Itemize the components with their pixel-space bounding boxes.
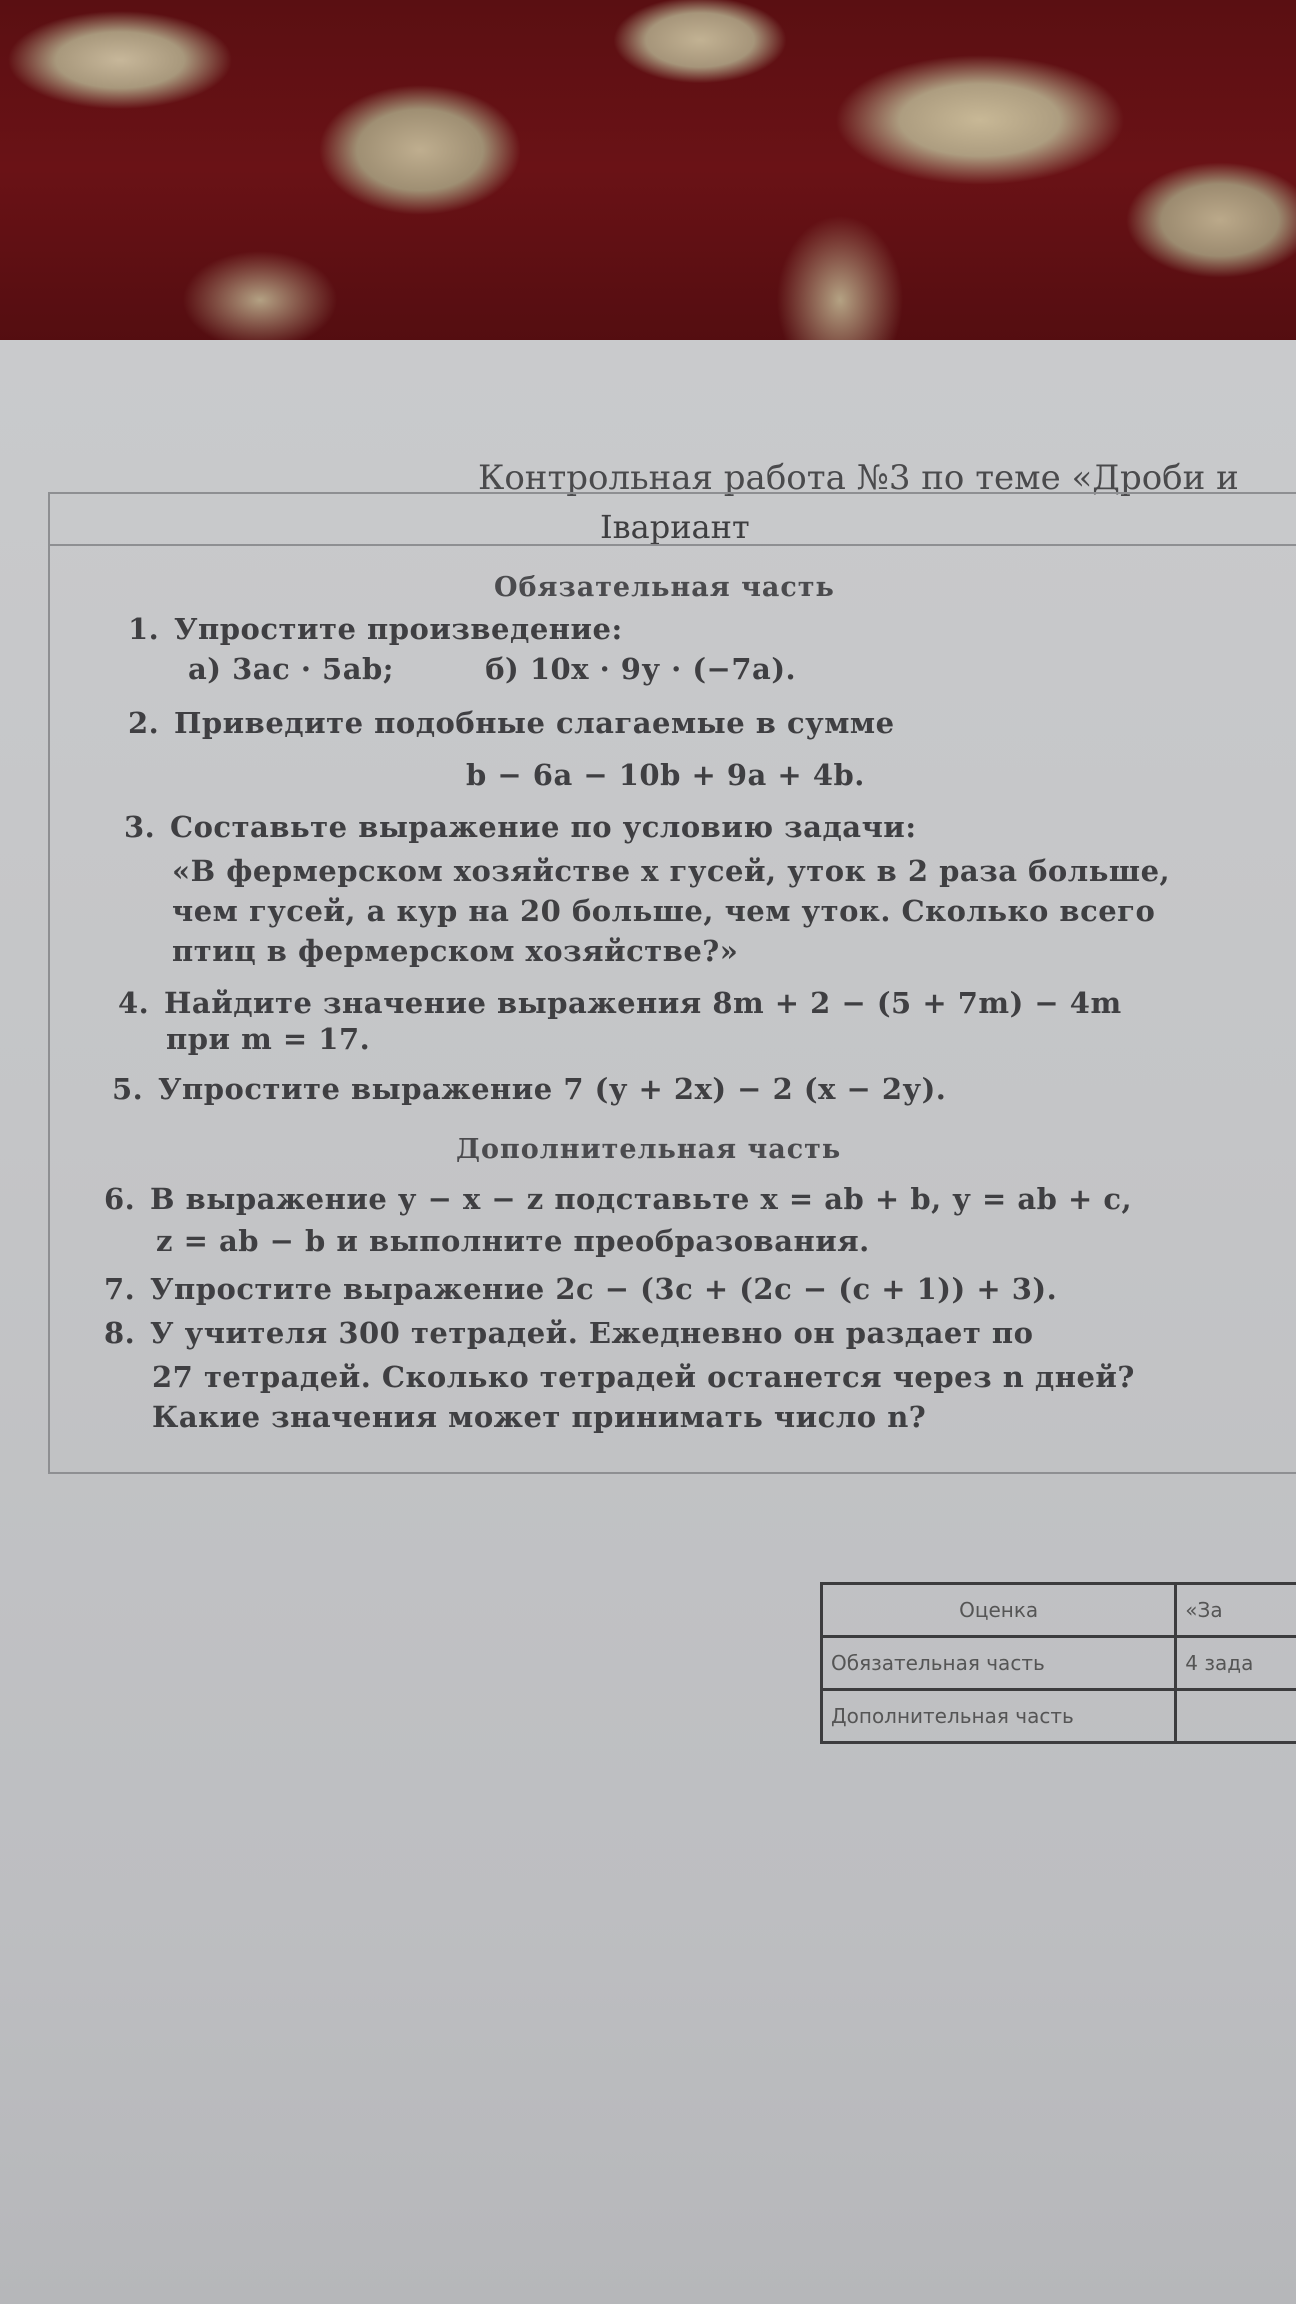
section-mandatory: Обязательная часть <box>494 572 835 603</box>
task-1-option-b: б) 10х · 9у · (−7а). <box>485 652 797 686</box>
task-4-number: 4. <box>118 986 150 1020</box>
task-6-line-2: z = ab − b и выполните преобразования. <box>156 1224 870 1258</box>
task-2-text: Приведите подобные слагаемые в сумме <box>174 706 895 740</box>
task-8-line-3: Какие значения может принимать число n? <box>152 1400 927 1434</box>
task-5-number: 5. <box>112 1072 144 1106</box>
task-3-number: 3. <box>124 810 156 844</box>
task-6-number: 6. <box>104 1182 136 1216</box>
grade-table-row <box>822 1690 1296 1743</box>
task-1-options <box>188 652 796 686</box>
task-3-line-1: Составьте выражение по условию задачи: <box>170 810 917 844</box>
task-3-line-4: птиц в фермерском хозяйстве?» <box>172 934 739 968</box>
task-4-line-1: Найдите значение выражения 8m + 2 − (5 + 7m) − 4m <box>164 986 1122 1020</box>
task-8-line-2: 27 тетрадей. Сколько тетрадей останется через n дней? <box>152 1360 1135 1394</box>
task-6-line-1: В выражение у − х − z подставьте х = аb + b, у = аb + с, <box>150 1182 1133 1216</box>
grade-table <box>820 1582 1296 1744</box>
grade-row-mandatory-value: 4 зада <box>1176 1637 1296 1690</box>
task-3-line-3: чем гусей, а кур на 20 больше, чем уток. Сколько всего <box>172 894 1156 928</box>
variant-label: Iвариант <box>600 508 750 546</box>
task-6 <box>104 1182 1132 1216</box>
grade-header-label: Оценка <box>822 1584 1176 1637</box>
task-7 <box>104 1272 1057 1306</box>
task-8-line-1: У учителя 300 тетрадей. Ежедневно он раздает по <box>150 1316 1034 1350</box>
variant-divider <box>48 544 1296 546</box>
task-3-line-2: «В фермерском хозяйстве x гусей, уток в 2 раза больше, <box>172 854 1171 888</box>
grade-table-header-row <box>822 1584 1296 1637</box>
grade-table-row <box>822 1637 1296 1690</box>
task-1-text: Упростите произведение: <box>174 612 623 646</box>
task-4 <box>118 986 1122 1020</box>
grade-row-additional-value <box>1176 1690 1296 1743</box>
task-1 <box>128 612 623 646</box>
task-2-expression: b − 6a − 10b + 9a + 4b. <box>466 758 865 792</box>
task-4-line-2: при m = 17. <box>166 1022 371 1056</box>
test-title: Контрольная работа №3 по теме «Дроби и <box>478 458 1239 498</box>
section-additional: Дополнительная часть <box>456 1134 842 1165</box>
task-7-number: 7. <box>104 1272 136 1306</box>
task-1-number: 1. <box>128 612 160 646</box>
task-2 <box>128 706 895 740</box>
grade-header-task: «За <box>1176 1584 1296 1637</box>
task-3 <box>124 810 917 844</box>
task-7-text: Упростите выражение 2с − (3с + (2с − (с + 1)) + 3). <box>150 1272 1058 1306</box>
task-8-number: 8. <box>104 1316 136 1350</box>
task-2-number: 2. <box>128 706 160 740</box>
grade-row-additional-label: Дополнительная часть <box>822 1690 1176 1743</box>
task-5 <box>112 1072 946 1106</box>
task-5-text: Упростите выражение 7 (у + 2х) − 2 (х − 2у). <box>158 1072 947 1106</box>
task-1-option-a: а) 3ас · 5аb; <box>188 652 394 686</box>
grade-row-mandatory-label: Обязательная часть <box>822 1637 1176 1690</box>
task-8 <box>104 1316 1034 1350</box>
